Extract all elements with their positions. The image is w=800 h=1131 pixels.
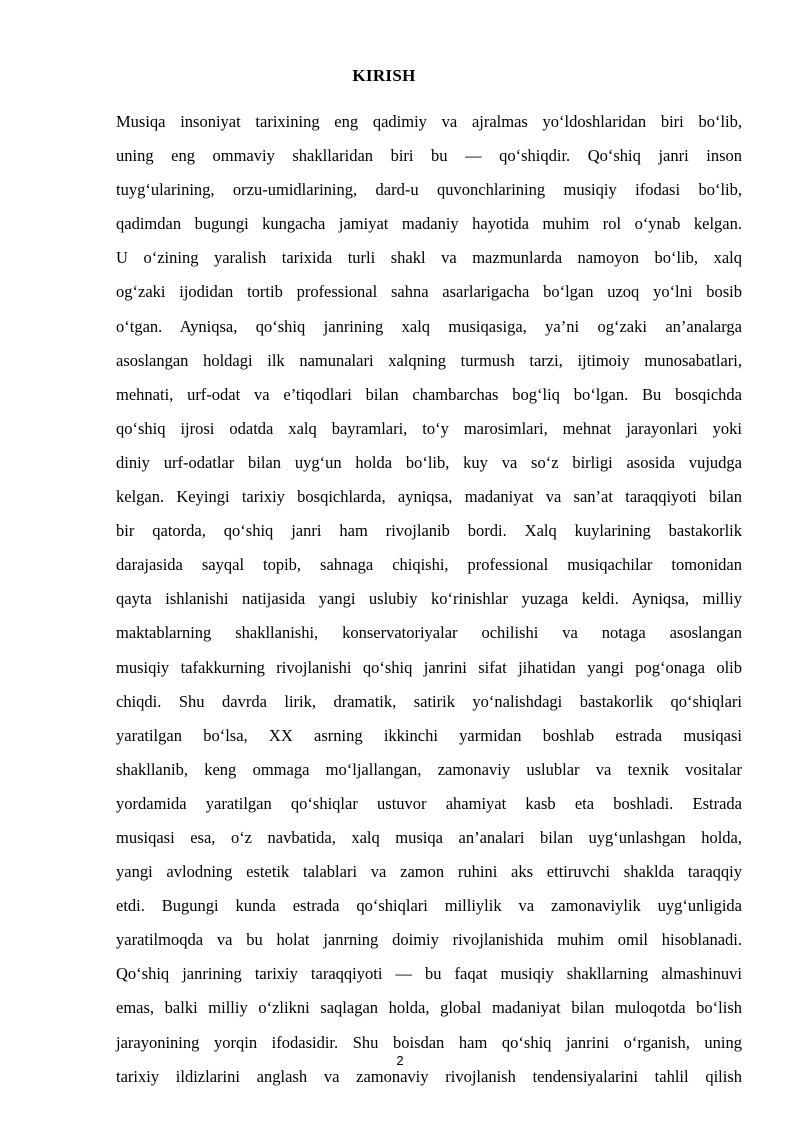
text-line: o‘tgan. Ayniqsa, qo‘shiq janrining xalq musiqasiga, ya’ni og‘zaki an’analarga [116, 316, 742, 336]
page-number: 2 [396, 1053, 404, 1068]
text-line: qo‘shiq ijrosi odatda xalq bayramlari, to‘y marosimlari, mehnat jarayonlari yoki [116, 418, 742, 438]
text-line: Qo‘shiq janrining tarixiy taraqqiyoti — bu faqat musiqiy shakllarning almashinuvi [116, 964, 742, 984]
text-line: musiqiy tafakkurning rivojlanishi qo‘shiq janrini sifat jihatidan yangi pog‘onaga olib [116, 657, 742, 677]
text-line: tuyg‘ularining, orzu-umidlarining, dard-u quvonchlarining musiqiy ifodasi bo‘lib, [116, 180, 742, 200]
text-line: mehnati, urf-odat va e’tiqodlari bilan chambarchas bog‘liq bo‘lgan. Bu bosqichda [116, 384, 742, 404]
text-line: jarayonining yorqin ifodasidir. Shu boisdan ham qo‘shiq janrini o‘rganish, uning [116, 1032, 742, 1052]
text-line: yangi avlodning estetik talablari va zamon ruhini aks ettiruvchi shaklda taraqqiy [116, 862, 742, 882]
text-line: yaratilgan bo‘lsa, XX asrning ikkinchi yarmidan boshlab estrada musiqasi [116, 725, 742, 745]
text-line: yordamida yaratilgan qo‘shiqlar ustuvor ahamiyat kasb eta boshladi. Estrada [116, 793, 742, 813]
text-line: bir qatorda, qo‘shiq janri ham rivojlanib bordi. Xalq kuylarining bastakorlik [116, 521, 742, 541]
text-line: chiqdi. Shu davrda lirik, dramatik, satirik yo‘nalishdagi bastakorlik qo‘shiqlari [116, 691, 742, 711]
text-line: etdi. Bugungi kunda estrada qo‘shiqlari milliylik va zamonaviylik uyg‘unligida [116, 896, 742, 916]
text-line: diniy urf-odatlar bilan uyg‘un holda bo‘lib, kuy va so‘z birligi asosida vujudga [116, 452, 742, 472]
text-line: U o‘zining yaralish tarixida turli shakl va mazmunlarda namoyon bo‘lib, xalq [116, 248, 742, 268]
text-line: qayta ishlanishi natijasida yangi uslubiy ko‘rinishlar yuzaga keldi. Ayniqsa, milliy [116, 589, 742, 609]
text-line: uning eng ommaviy shakllaridan biri bu — qo‘shiqdir. Qo‘shiq janri inson [116, 146, 742, 166]
text-line: Musiqa insoniyat tarixining eng qadimiy va ajralmas yo‘ldoshlaridan biri bo‘lib, [116, 112, 742, 131]
text-line: asoslangan holdagi ilk namunalari xalqning turmush tarzi, ijtimoiy munosabatlari, [116, 350, 742, 370]
section-heading: KIRISH [352, 66, 416, 85]
text-line: og‘zaki ijodidan tortib professional sahna asarlarigacha bo‘lgan uzoq yo‘lni bosib [116, 282, 742, 302]
text-line: maktablarning shakllanishi, konservatoriyalar ochilishi va notaga asoslangan [116, 623, 742, 643]
body-paragraph [116, 105, 742, 1094]
text-line: shakllanib, keng ommaga mo‘ljallangan, zamonaviy uslublar va texnik vositalar [116, 759, 742, 779]
text-line: yaratilmoqda va bu holat janrning doimiy rivojlanishida muhim omil hisoblanadi. [116, 930, 742, 950]
text-line: musiqasi esa, o‘z navbatida, xalq musiqa an’analari bilan uyg‘unlashgan holda, [116, 827, 742, 847]
text-line: kelgan. Keyingi tarixiy bosqichlarda, ayniqsa, madaniyat va san’at taraqqiyoti bilan [116, 487, 742, 507]
text-line: tarixiy ildizlarini anglash va zamonaviy rivojlanish tendensiyalarini tahlil qilish [116, 1066, 742, 1086]
text-line: qadimdan bugungi kungacha jamiyat madaniy hayotida muhim rol o‘ynab kelgan. [116, 214, 742, 234]
text-line: emas, balki milliy o‘zlikni saqlagan holda, global madaniyat bilan muloqotda bo‘lish [116, 998, 742, 1018]
text-line: darajasida sayqal topib, sahnaga chiqishi, professional musiqachilar tomonidan [116, 555, 742, 575]
